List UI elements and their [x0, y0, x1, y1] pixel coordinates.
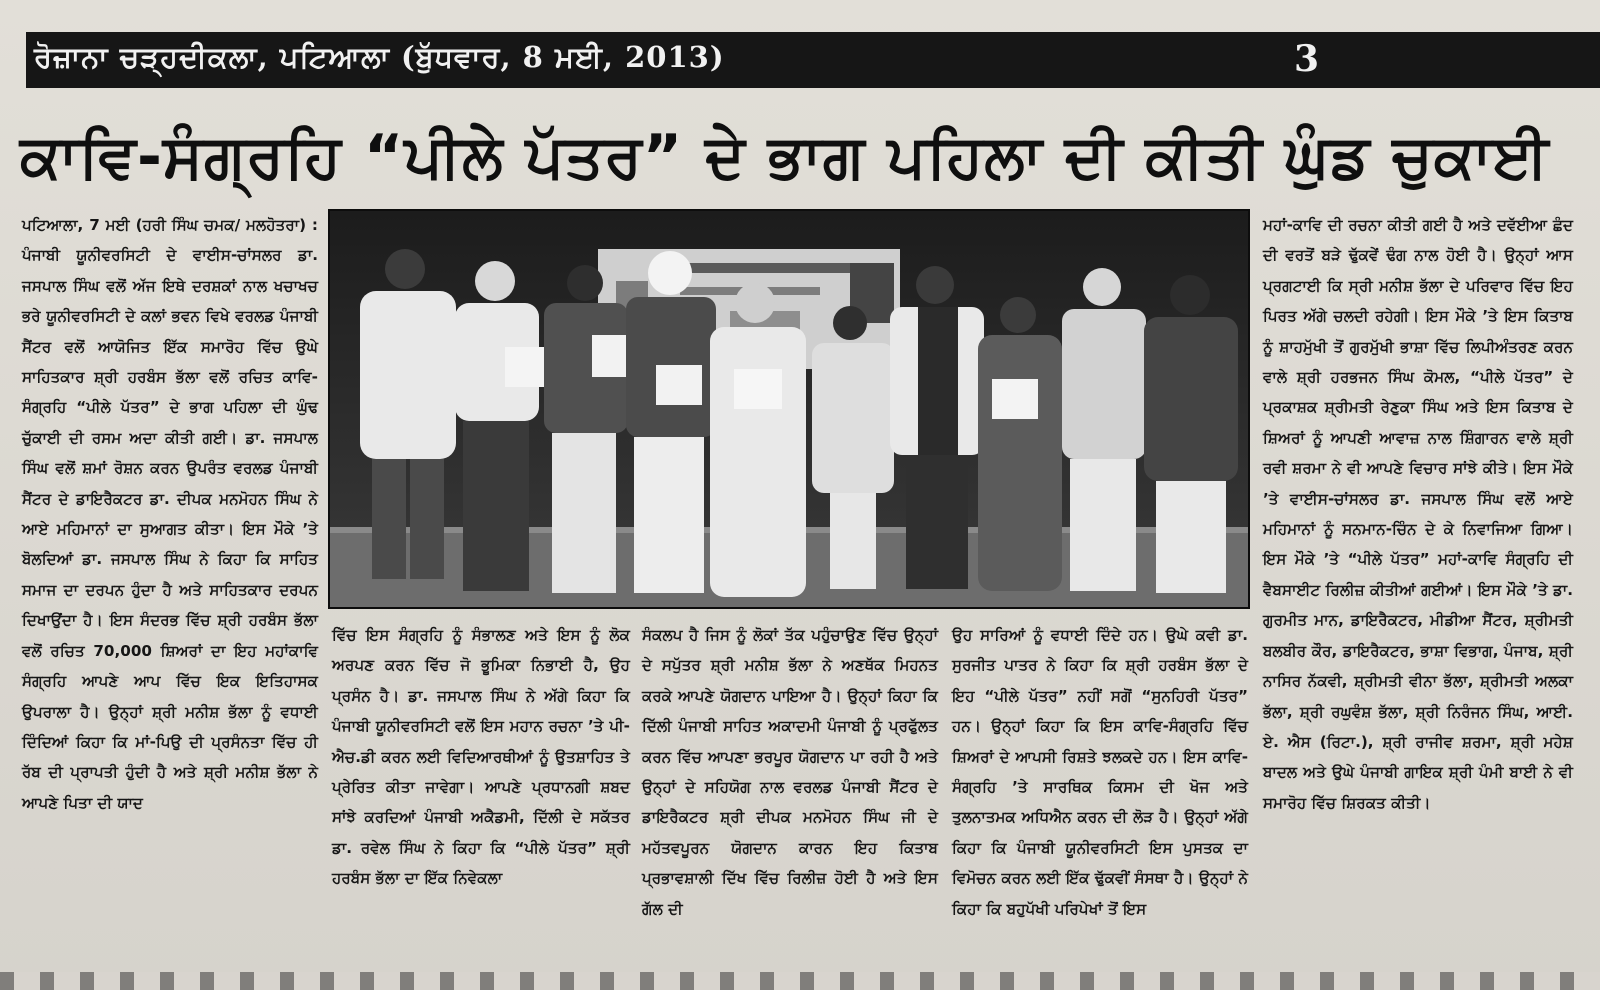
article-column-4	[952, 620, 1248, 980]
article-text: ਸੰਕਲਪ ਹੈ ਜਿਸ ਨੂੰ ਲੋਕਾਂ ਤੱਕ ਪਹੁੰਚਾਉਣ ਵਿੱਚ ਉਨ੍ਹਾਂ ਦੇ ਸਪੁੱਤਰ ਸ਼੍ਰੀ ਮਨੀਸ਼ ਭੱਲਾ ਨੇ ਅਣਥੱਕ ਮਿਹਨਤ ਕਰਕੇ ਆਪਣੇ ਯੋਗਦਾਨ ਪਾਇਆ ਹੈ। ਉਨ੍ਹਾਂ ਕਿਹਾ ਕਿ ਦਿੱਲੀ ਪੰਜਾਬੀ ਸਾਹਿਤ ਅਕਾਦਮੀ ਪੰਜਾਬੀ ਨੂੰ ਪ੍ਰਫੁੱਲਤ ਕਰਨ ਵਿੱਚ ਆਪਣਾ ਭਰਪੂਰ ਯੋਗਦਾਨ ਪਾ ਰਹੀ ਹੈ ਅਤੇ ਉਨ੍ਹਾਂ ਦੇ ਸਹਿਯੋਗ ਨਾਲ ਵਰਲਡ ਪੰਜਾਬੀ ਸੈਂਟਰ ਦੇ ਡਾਇਰੈਕਟਰ ਸ਼੍ਰੀ ਦੀਪਕ ਮਨਮੋਹਨ ਸਿੰਘ ਜੀ ਦੇ ਮਹੱਤਵਪੂਰਨ ਯੋਗਦਾਨ ਕਾਰਨ ਇਹ ਕਿਤਾਬ ਪ੍ਰਭਾਵਸ਼ਾਲੀ ਦਿੱਖ ਵਿੱਚ ਰਿਲੀਜ਼ ਹੋਈ ਹੈ ਅਤੇ ਇਸ ਗੱਲ ਦੀ	[642, 626, 938, 918]
article-column-3	[642, 620, 938, 980]
article-column-1	[22, 210, 318, 970]
article-column-2	[332, 620, 630, 980]
article-text: ਪਟਿਆਲਾ, 7 ਮਈ (ਹਰੀ ਸਿੰਘ ਚਮਕ/ ਮਲਹੋਤਰਾ) : ਪੰਜਾਬੀ ਯੂਨੀਵਰਸਿਟੀ ਦੇ ਵਾਈਸ-ਚਾਂਸਲਰ ਡਾ. ਜਸਪਾਲ ਸਿੰਘ ਵਲੋਂ ਅੱਜ ਇਥੇ ਦਰਸ਼ਕਾਂ ਨਾਲ ਖਚਾਖਚ ਭਰੇ ਯੂਨੀਵਰਸਿਟੀ ਦੇ ਕਲਾਂ ਭਵਨ ਵਿਖੇ ਵਰਲਡ ਪੰਜਾਬੀ ਸੈਂਟਰ ਵਲੋਂ ਆਯੋਜਿਤ ਇੱਕ ਸਮਾਰੋਹ ਵਿੱਚ ਉਘੇ ਸਾਹਿਤਕਾਰ ਸ਼੍ਰੀ ਹਰਬੰਸ ਭੱਲਾ ਵਲੋਂ ਰਚਿਤ ਕਾਵਿ-ਸੰਗ੍ਰਹਿ “ਪੀਲੇ ਪੱਤਰ” ਦੇ ਭਾਗ ਪਹਿਲਾ ਦੀ ਘੁੰਢ ਚੁੱਕਾਈ ਦੀ ਰਸਮ ਅਦਾ ਕੀਤੀ ਗਈ। ਡਾ. ਜਸਪਾਲ ਸਿੰਘ ਵਲੋਂ ਸ਼ਮਾਂ ਰੋਸ਼ਨ ਕਰਨ ਉਪਰੰਤ ਵਰਲਡ ਪੰਜਾਬੀ ਸੈਂਟਰ ਦੇ ਡਾਇਰੈਕਟਰ ਡਾ. ਦੀਪਕ ਮਨਮੋਹਨ ਸਿੰਘ ਨੇ ਆਏ ਮਹਿਮਾਨਾਂ ਦਾ ਸੁਆਗਤ ਕੀਤਾ। ਇਸ ਮੌਕੇ ’ਤੇ ਬੋਲਦਿਆਂ ਡਾ. ਜਸਪਾਲ ਸਿੰਘ ਨੇ ਕਿਹਾ ਕਿ ਸਾਹਿਤ ਸਮਾਜ ਦਾ ਦਰਪਨ ਹੁੰਦਾ ਹੈ ਅਤੇ ਸਾਹਿਤਕਾਰ ਦਰਪਨ ਦਿਖਾਉਂਦਾ ਹੈ। ਇਸ ਸੰਦਰਭ ਵਿੱਚ ਸ਼੍ਰੀ ਹਰਬੰਸ ਭੱਲਾ ਵਲੋਂ ਰਚਿਤ 70,000 ਸ਼ਿਅਰਾਂ ਦਾ ਇਹ ਮਹਾਂਕਾਵਿ ਸੰਗ੍ਰਹਿ ਆਪਣੇ ਆਪ ਵਿੱਚ ਇਕ ਇਤਿਹਾਸਕ ਉਪਰਾਲਾ ਹੈ। ਉਨ੍ਹਾਂ ਸ਼੍ਰੀ ਮਨੀਸ਼ ਭੱਲਾ ਨੂੰ ਵਧਾਈ ਦਿੰਦਿਆਂ ਕਿਹਾ ਕਿ ਮਾਂ-ਪਿਉ ਦੀ ਪ੍ਰਸੰਨਤਾ ਵਿੱਚ ਹੀ ਰੱਬ ਦੀ ਪ੍ਰਾਪਤੀ ਹੁੰਦੀ ਹੈ ਅਤੇ ਸ਼੍ਰੀ ਮਨੀਸ਼ ਭੱਲਾ ਨੇ ਆਪਣੇ ਪਿਤਾ ਦੀ ਯਾਦ	[22, 216, 318, 812]
headline: ਕਾਵਿ-ਸੰਗ੍ਰਹਿ “ਪੀਲੇ ਪੱਤਰ” ਦੇ ਭਾਗ ਪਹਿਲਾ ਦੀ ਕੀਤੀ ਘੁੰਡ ਚੁਕਾਈ	[20, 122, 1550, 192]
article-text: ਮਹਾਂ-ਕਾਵਿ ਦੀ ਰਚਨਾ ਕੀਤੀ ਗਈ ਹੈ ਅਤੇ ਦਵੱਈਆ ਛੰਦ ਦੀ ਵਰਤੋਂ ਬੜੇ ਢੁੱਕਵੇਂ ਢੰਗ ਨਾਲ ਹੋਈ ਹੈ। ਉਨ੍ਹਾਂ ਆਸ ਪ੍ਰਗਟਾਈ ਕਿ ਸ੍ਰੀ ਮਨੀਸ਼ ਭੱਲਾ ਦੇ ਪਰਿਵਾਰ ਵਿੱਚ ਇਹ ਪਿਰਤ ਅੱਗੇ ਚਲਦੀ ਰਹੇਗੀ। ਇਸ ਮੌਕੇ ’ਤੇ ਇਸ ਕਿਤਾਬ ਨੂੰ ਸ਼ਾਹਮੁੱਖੀ ਤੋਂ ਗੁਰਮੁੱਖੀ ਭਾਸ਼ਾ ਵਿੱਚ ਲਿਪੀਅੰਤਰਣ ਕਰਨ ਵਾਲੇ ਸ਼੍ਰੀ ਹਰਭਜਨ ਸਿੰਘ ਕੋਮਲ, “ਪੀਲੇ ਪੱਤਰ” ਦੇ ਪ੍ਰਕਾਸ਼ਕ ਸ਼੍ਰੀਮਤੀ ਰੇਣੁਕਾ ਸਿੰਘ ਅਤੇ ਇਸ ਕਿਤਾਬ ਦੇ ਸ਼ਿਅਰਾਂ ਨੂੰ ਆਪਣੀ ਆਵਾਜ਼ ਨਾਲ ਸ਼ਿੰਗਾਰਨ ਵਾਲੇ ਸ਼੍ਰੀ ਰਵੀ ਸ਼ਰਮਾ ਨੇ ਵੀ ਆਪਣੇ ਵਿਚਾਰ ਸਾਂਝੇ ਕੀਤੇ। ਇਸ ਮੌਕੇ ’ਤੇ ਵਾਈਸ-ਚਾਂਸਲਰ ਡਾ. ਜਸਪਾਲ ਸਿੰਘ ਵਲੋਂ ਆਏ ਮਹਿਮਾਨਾਂ ਨੂੰ ਸਨਮਾਨ-ਚਿੰਨ ਦੇ ਕੇ ਨਿਵਾਜਿਆ ਗਿਆ। ਇਸ ਮੌਕੇ ’ਤੇ “ਪੀਲੇ ਪੱਤਰ” ਮਹਾਂ-ਕਾਵਿ ਸੰਗ੍ਰਹਿ ਦੀ ਵੈਬਸਾਈਟ ਰਿਲੀਜ਼ ਕੀਤੀਆਂ ਗਈਆਂ। ਇਸ ਮੌਕੇ ’ਤੇ ਡਾ. ਗੁਰਮੀਤ ਮਾਨ, ਡਾਇਰੈਕਟਰ, ਮੀਡੀਆ ਸੈਂਟਰ, ਸ਼੍ਰੀਮਤੀ ਬਲਬੀਰ ਕੌਰ, ਡਾਇਰੈਕਟਰ, ਭਾਸ਼ਾ ਵਿਭਾਗ, ਪੰਜਾਬ, ਸ਼੍ਰੀ ਨਾਸਿਰ ਨੱਕਵੀ, ਸ਼੍ਰੀਮਤੀ ਵੀਨਾ ਭੱਲਾ, ਸ਼੍ਰੀਮਤੀ ਅਲਕਾ ਭੱਲਾ, ਸ਼੍ਰੀ ਰਘੁਵੰਸ਼ ਭੱਲਾ, ਸ਼੍ਰੀ ਨਿਰੰਜਨ ਸਿੰਘ, ਆਈ. ਏ. ਐਸ (ਰਿਟਾ.), ਸ਼੍ਰੀ ਰਾਜੀਵ ਸ਼ਰਮਾ, ਸ਼੍ਰੀ ਮਹੇਸ਼ ਬਾਦਲ ਅਤੇ ਉਘੇ ਪੰਜਾਬੀ ਗਾਇਕ ਸ਼੍ਰੀ ਪੰਮੀ ਬਾਈ ਨੇ ਵੀ ਸਮਾਰੋਹ ਵਿੱਚ ਸ਼ਿਰਕਤ ਕੀਤੀ।	[1263, 216, 1573, 812]
masthead-paper-date: ਰੋਜ਼ਾਨਾ ਚੜ੍ਹਦੀਕਲਾ, ਪਟਿਆਲਾ (ਬੁੱਧਵਾਰ, 8 ਮਈ, 2013)	[34, 40, 725, 74]
page-number: 3	[1294, 38, 1320, 80]
event-photo-image	[330, 211, 1248, 607]
event-photo	[328, 209, 1250, 609]
bottom-bleed-text-fragment	[0, 972, 1600, 990]
article-text: ਉਹ ਸਾਰਿਆਂ ਨੂੰ ਵਧਾਈ ਦਿੰਦੇ ਹਨ। ਉਘੇ ਕਵੀ ਡਾ. ਸੁਰਜੀਤ ਪਾਤਰ ਨੇ ਕਿਹਾ ਕਿ ਸ਼੍ਰੀ ਹਰਬੰਸ ਭੱਲਾ ਦੇ ਇਹ “ਪੀਲੇ ਪੱਤਰ” ਨਹੀਂ ਸਗੋਂ “ਸੁਨਹਿਰੀ ਪੱਤਰ” ਹਨ। ਉਨ੍ਹਾਂ ਕਿਹਾ ਕਿ ਇਸ ਕਾਵਿ-ਸੰਗ੍ਰਹਿ ਵਿੱਚ ਸ਼ਿਅਰਾਂ ਦੇ ਆਪਸੀ ਰਿਸ਼ਤੇ ਝਲਕਦੇ ਹਨ। ਇਸ ਕਾਵਿ-ਸੰਗ੍ਰਹਿ ’ਤੇ ਸਾਰਥਿਕ ਕਿਸਮ ਦੀ ਖੋਜ ਅਤੇ ਤੁਲਨਾਤਮਕ ਅਧਿਐਨ ਕਰਨ ਦੀ ਲੋੜ ਹੈ। ਉਨ੍ਹਾਂ ਅੱਗੇ ਕਿਹਾ ਕਿ ਪੰਜਾਬੀ ਯੂਨੀਵਰਸਿਟੀ ਇਸ ਪੁਸਤਕ ਦਾ ਵਿਮੋਚਨ ਕਰਨ ਲਈ ਇੱਕ ਢੁੱਕਵੀਂ ਸੰਸਥਾ ਹੈ। ਉਨ੍ਹਾਂ ਨੇ ਕਿਹਾ ਕਿ ਬਹੁਪੱਖੀ ਪਰਿਪੇਖਾਂ ਤੋਂ ਇਸ	[952, 626, 1248, 918]
masthead	[26, 32, 1600, 88]
article-text: ਵਿੱਚ ਇਸ ਸੰਗ੍ਰਹਿ ਨੂੰ ਸੰਭਾਲਣ ਅਤੇ ਇਸ ਨੂੰ ਲੋਕ ਅਰਪਣ ਕਰਨ ਵਿੱਚ ਜੋ ਭੂਮਿਕਾ ਨਿਭਾਈ ਹੈ, ਉਹ ਪ੍ਰਸੰਨ ਹੈ। ਡਾ. ਜਸਪਾਲ ਸਿੰਘ ਨੇ ਅੱਗੇ ਕਿਹਾ ਕਿ ਪੰਜਾਬੀ ਯੂਨੀਵਰਸਿਟੀ ਵਲੋਂ ਇਸ ਮਹਾਨ ਰਚਨਾ ’ਤੇ ਪੀ-ਐਚ.ਡੀ ਕਰਨ ਲਈ ਵਿਦਿਆਰਥੀਆਂ ਨੂੰ ਉਤਸ਼ਾਹਿਤ ਤੇ ਪ੍ਰੇਰਿਤ ਕੀਤਾ ਜਾਵੇਗਾ। ਆਪਣੇ ਪ੍ਰਧਾਨਗੀ ਸ਼ਬਦ ਸਾਂਝੇ ਕਰਦਿਆਂ ਪੰਜਾਬੀ ਅਕੈਡਮੀ, ਦਿੱਲੀ ਦੇ ਸਕੱਤਰ ਡਾ. ਰਵੇਲ ਸਿੰਘ ਨੇ ਕਿਹਾ ਕਿ “ਪੀਲੇ ਪੱਤਰ” ਸ਼੍ਰੀ ਹਰਬੰਸ ਭੱਲਾ ਦਾ ਇੱਕ ਨਿਵੇਕਲਾ	[332, 626, 630, 888]
article-column-5	[1263, 210, 1573, 970]
